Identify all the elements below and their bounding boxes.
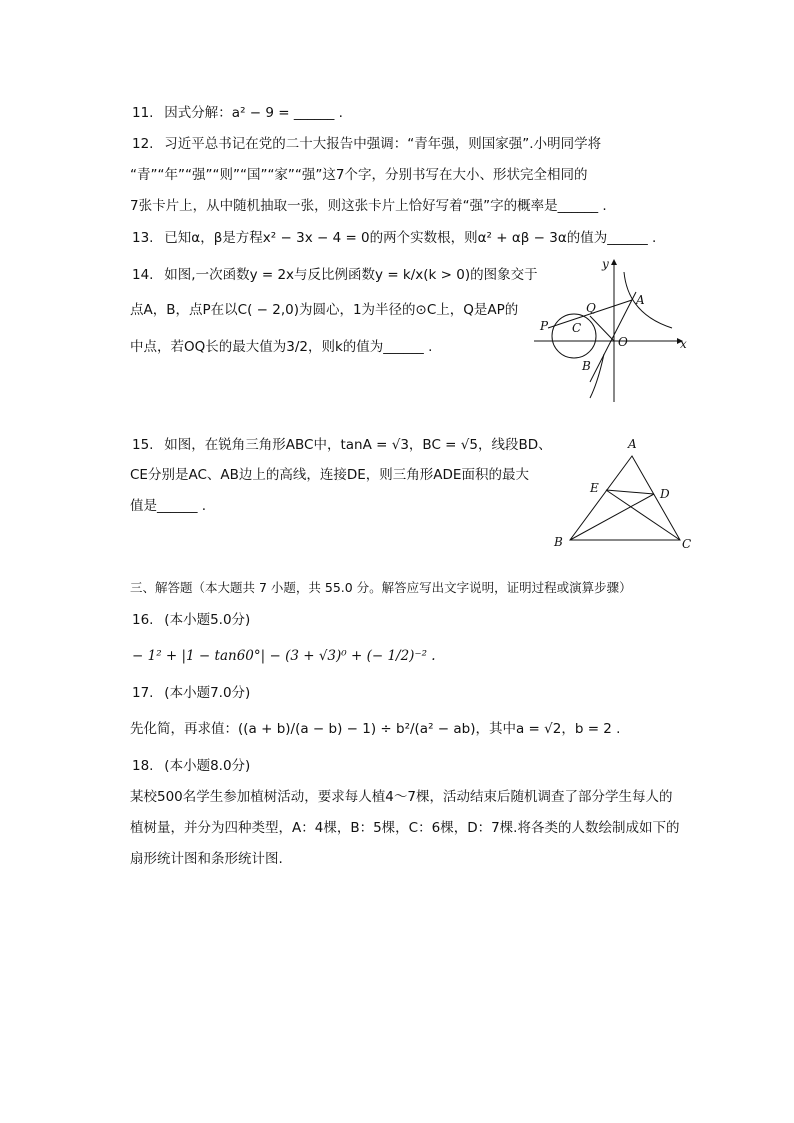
- label-p: P: [540, 319, 549, 333]
- label-a: A: [628, 437, 637, 451]
- label-e: E: [590, 481, 599, 495]
- question-11: [132, 104, 343, 122]
- segment-oq: [590, 316, 614, 341]
- segment-bd: [570, 494, 654, 540]
- question-15-line-1: [132, 436, 552, 454]
- question-number: 15.: [132, 437, 154, 453]
- label-a: A: [636, 293, 645, 307]
- question-14-line-2: 点A，B，点P在以C( − 2,0)为圆心，1为半径的⊙C上，Q是AP的: [130, 302, 519, 318]
- segment-de: [606, 490, 654, 494]
- question-18-line-1: 某校500名学生参加植树活动，要求每人植4～7棵，活动结束后随机调查了部分学生每人的: [130, 789, 673, 805]
- question-18-line-3: 扇形统计图和条形统计图.: [130, 851, 283, 867]
- section-3-heading: 三、解答题（本大题共 7 小题，共 55.0 分。解答应写出文字说明，证明过程或演算步骤）: [130, 580, 632, 595]
- question-text: 如图,一次函数y = 2x与反比例函数y = k/x(k > 0)的图象交于: [164, 267, 538, 283]
- label-d: D: [660, 487, 670, 501]
- question-12-line-3: 7张卡片上，从中随机抽取一张，则这张卡片上恰好写着“强”字的概率是______ .: [130, 198, 607, 214]
- question-number: 16.: [132, 612, 154, 628]
- question-text: 因式分解：a² − 9 = ______ .: [164, 105, 343, 121]
- question-12-line-2: “青”“年”“强”“则”“国”“家”“强”这7个字，分别书写在大小、形状完全相同的: [130, 167, 588, 183]
- label-o: O: [618, 335, 628, 349]
- question-16-expression: − 1² + |1 − tan60°| − (3 + √3)⁰ + (− 1/2)⁻² .: [132, 648, 436, 664]
- label-b: B: [554, 535, 563, 549]
- q15-figure: [548, 432, 698, 552]
- question-number: 13.: [132, 230, 154, 246]
- question-number: 11.: [132, 105, 154, 121]
- question-16-header: [132, 611, 250, 629]
- label-q: Q: [586, 301, 596, 315]
- label-x: x: [680, 337, 687, 351]
- label-c: C: [682, 537, 692, 551]
- question-text: 如图，在锐角三角形ABC中，tanA = √3，BC = √5，线段BD、: [164, 437, 552, 453]
- question-14-line-3: 中点，若OQ长的最大值为3/2，则k的值为______ .: [130, 339, 433, 355]
- question-17-text: 先化简，再求值：((a + b)/(a − b) − 1) ÷ b²/(a² − ab)，其中a = √2，b = 2 .: [130, 721, 621, 737]
- hyperbola-lower: [590, 354, 604, 398]
- question-number: 14.: [132, 267, 154, 283]
- question-14-line-1: [132, 266, 538, 284]
- question-text: 习近平总书记在党的二十大报告中强调：“青年强，则国家强”.小明同学将: [164, 136, 602, 152]
- question-18-header: [132, 757, 250, 775]
- question-15-line-3: 值是______ .: [130, 498, 207, 514]
- question-score: (本小题7.0分): [164, 685, 251, 701]
- question-score: (本小题8.0分): [164, 758, 251, 774]
- question-13: [132, 229, 656, 247]
- question-number: 17.: [132, 685, 154, 701]
- question-score: (本小题5.0分): [164, 612, 251, 628]
- question-text: 已知α，β是方程x² − 3x − 4 = 0的两个实数根，则α² + αβ − 3α的值为______ .: [164, 230, 657, 246]
- label-c: C: [572, 321, 582, 335]
- question-18-line-2: 植树量，并分为四种类型，A：4棵，B：5棵，C：6棵，D：7棵.将各类的人数绘制成如下的: [130, 820, 680, 836]
- line-y-2x: [590, 292, 636, 382]
- label-y: y: [602, 257, 609, 271]
- label-b: B: [582, 359, 591, 373]
- question-12-line-1: [132, 135, 601, 153]
- question-15-line-2: CE分别是AC、AB边上的高线，连接DE，则三角形ADE面积的最大: [130, 467, 529, 483]
- question-17-header: [132, 684, 250, 702]
- question-number: 18.: [132, 758, 154, 774]
- question-number: 12.: [132, 136, 154, 152]
- q14-figure: [532, 254, 702, 404]
